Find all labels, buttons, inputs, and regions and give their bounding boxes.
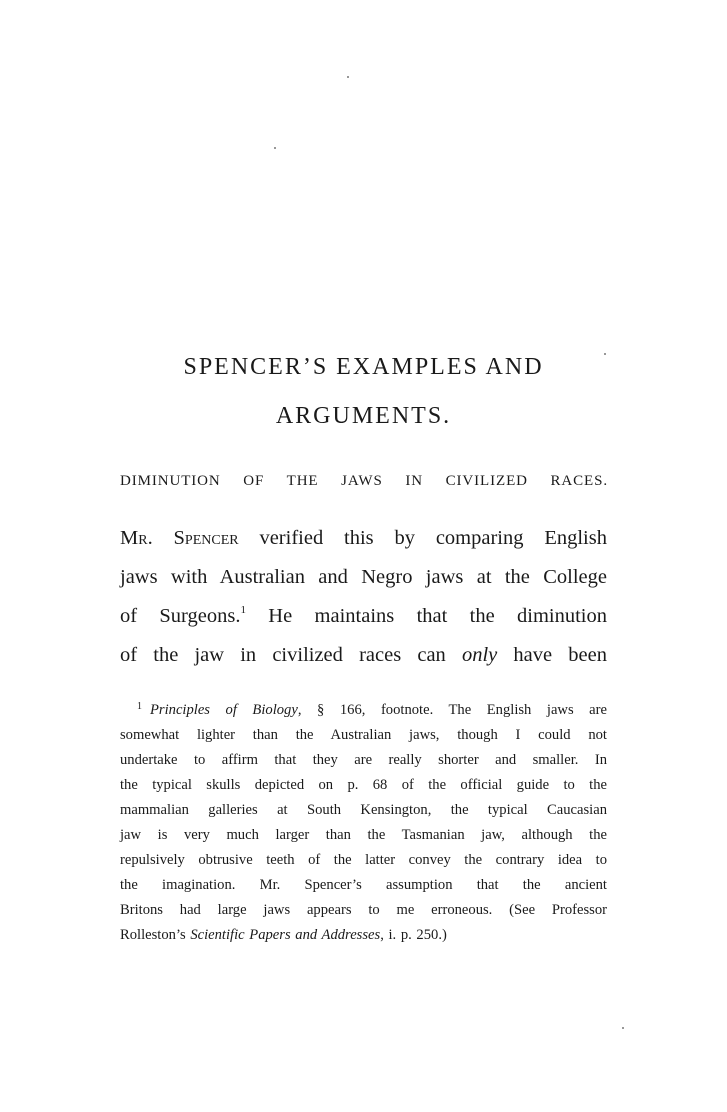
- scan-speck: [622, 1027, 624, 1029]
- footnote-line-1: [137, 703, 607, 718]
- scan-speck: [347, 76, 349, 78]
- body-line-1: [120, 528, 607, 549]
- chapter-title-line-2: ARGUMENTS.: [275, 403, 452, 429]
- footnote-line-4: the typical skulls depicted on p. 68 of the official guide to the: [120, 777, 607, 793]
- body-text: of Surgeons.: [120, 605, 241, 627]
- chapter-title-line-1: SPENCER’S EXAMPLES AND: [183, 354, 544, 380]
- body-text: verified this by comparing English: [238, 527, 607, 549]
- footnote-line-2: somewhat lighter than the Australian jaws, though I could not: [120, 727, 607, 743]
- body-text: of the jaw in civilized races can: [120, 644, 462, 666]
- body-line-4: [120, 645, 607, 666]
- footnote-line-10: [120, 928, 447, 943]
- footnote-line-9: Britons had large jaws appears to me erroneous. (See Professor: [120, 902, 607, 918]
- book-title: Scientific Papers and Addresses: [190, 927, 381, 943]
- body-line-3: [120, 606, 607, 627]
- book-title: Principles of Biology: [150, 702, 298, 718]
- footnote-line-8: the imagination. Mr. Spencer’s assumption that the ancient: [120, 877, 607, 893]
- body-line-2: jaws with Australian and Negro jaws at the College: [120, 566, 607, 588]
- footnote-line-5: mammalian galleries at South Kensington, the typical Caucasian: [120, 802, 607, 818]
- section-subheading: DIMINUTION OF THE JAWS IN CIVILIZED RACES.: [120, 473, 608, 489]
- footnote-line-3: undertake to affirm that they are really shorter and smaller. In: [120, 752, 607, 768]
- footnote-marker: 1: [137, 701, 142, 712]
- footnote-line-7: repulsively obtrusive teeth of the latter convey the contrary idea to: [120, 852, 607, 868]
- footnote-text: , § 166, footnote. The English jaws are: [297, 702, 608, 718]
- footnote-line-6: jaw is very much larger than the Tasmanian jaw, although the: [120, 827, 607, 843]
- footnote-reference: 1: [240, 604, 246, 616]
- footnote-text: Rolleston’s: [120, 927, 191, 943]
- body-text: He maintains that the diminution: [245, 605, 607, 627]
- scan-speck: [274, 147, 276, 149]
- author-name-smallcaps: Mr. Spencer: [120, 527, 239, 549]
- body-text: have been: [497, 644, 607, 666]
- footnote-text: , i. p. 250.): [380, 927, 447, 943]
- emphasis-text: only: [461, 644, 498, 666]
